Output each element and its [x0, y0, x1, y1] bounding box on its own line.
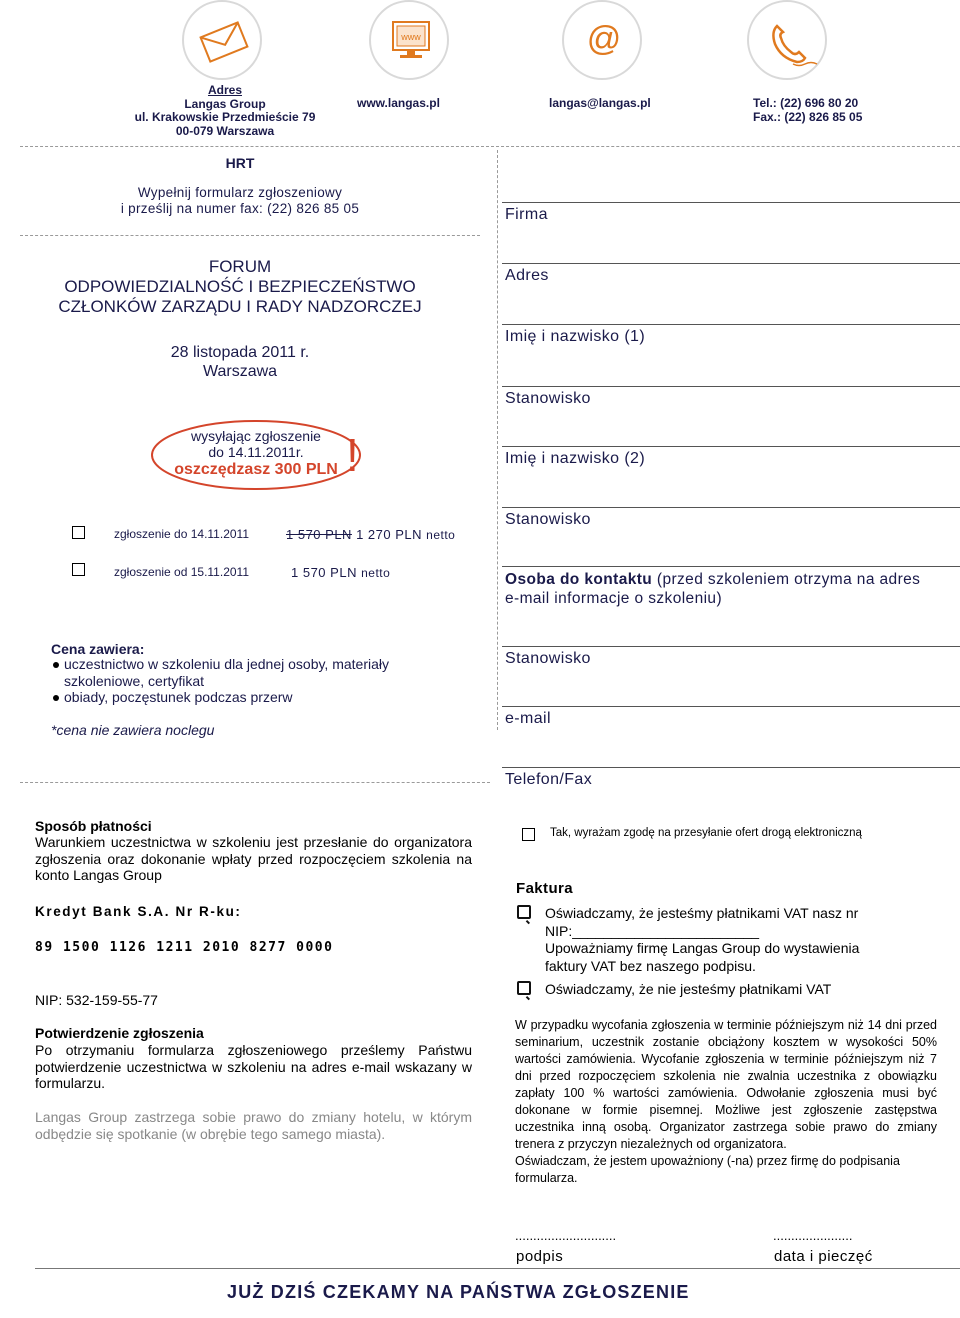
field-telefon-fax[interactable]: Telefon/Fax — [505, 771, 593, 788]
contact-bold: Osoba do kontaktu — [505, 571, 653, 588]
form-line — [502, 446, 960, 447]
field-stanowisko-1[interactable]: Stanowisko — [505, 390, 591, 407]
form-line — [502, 767, 960, 768]
consent-checkbox[interactable] — [522, 828, 535, 841]
fax-instruction — [0, 185, 480, 217]
footer-line — [35, 1268, 960, 1269]
hotel-disclaimer: Langas Group zastrzega sobie prawo do zmiany hotelu, w którym odbędzie się spotkanie (w obrębie tego samego miasta). — [35, 1109, 472, 1142]
pricing-early-checkbox[interactable] — [72, 526, 85, 539]
signature-dots: ............................ — [515, 1228, 617, 1243]
instruction-line-2: i prześlij na numer fax: (22) 826 85 05 — [120, 201, 360, 216]
email-link[interactable]: langas@langas.pl — [549, 96, 651, 110]
bank-name: Kredyt Bank S.A. Nr R-ku: — [35, 904, 242, 919]
phone-number: Tel.: (22) 696 80 20 — [753, 96, 859, 110]
org-name: HRT — [225, 155, 255, 171]
includes-item-1-line-a: uczestnictwo w szkoleniu dla jednej osoby, materiały — [64, 656, 390, 672]
date-stamp-label: data i pieczęć — [774, 1248, 873, 1265]
promo-exclamation: ! — [346, 429, 359, 481]
form-line — [502, 646, 960, 647]
vat-payer-line-4: faktury VAT bez naszego podpisu. — [545, 957, 756, 974]
event-title — [0, 257, 480, 317]
www-icon-text: www — [401, 32, 421, 42]
pricing-late-price — [291, 565, 390, 580]
form-line — [502, 507, 960, 508]
promo-line-2: do 14.11.2011r. — [208, 444, 304, 460]
left-divider — [20, 235, 480, 236]
non-vat-payer-text: Oświadczamy, że nie jesteśmy płatnikami VAT — [545, 981, 832, 997]
address-link[interactable]: Adres — [207, 83, 242, 97]
late-suffix: netto — [361, 566, 391, 580]
payment-heading: Sposób płatności — [35, 818, 152, 834]
signature-label: podpis — [516, 1248, 564, 1265]
payment-text: Warunkiem uczestnictwa w szkoleniu jest przesłanie do organizatora zgłoszenia oraz dokonanie wpłaty przed rozpoczęciem szkolenia na konto Langas Group — [35, 834, 472, 883]
new-price: 1 270 — [356, 527, 392, 542]
field-stanowisko-2[interactable]: Stanowisko — [505, 511, 591, 528]
fax-number: Fax.: (22) 826 85 05 — [753, 109, 863, 124]
middle-divider — [20, 782, 490, 783]
event-city: Warszawa — [202, 363, 278, 380]
www-link[interactable]: www.langas.pl — [357, 96, 440, 110]
title-line-3: CZŁONKÓW ZARZĄDU I RADY NADZORCZEJ — [58, 297, 422, 316]
company-name: Langas Group — [184, 96, 266, 111]
field-contact-person[interactable] — [505, 570, 920, 608]
form-line — [502, 263, 960, 264]
promo-line-1: wysyłając zgłoszenie — [191, 428, 321, 444]
bullet — [53, 695, 59, 701]
phone-icon — [747, 0, 827, 80]
contact-line-2: e-mail informacje o szkoleniu) — [505, 590, 723, 607]
price-note: *cena nie zawiera noclegu — [51, 722, 215, 738]
column-divider — [497, 150, 498, 730]
authorization-statement: Oświadczam, że jestem upoważniony (-na) przez firmę do podpisania formularza. — [515, 1154, 900, 1185]
late-currency: PLN — [330, 565, 357, 580]
includes-item-1 — [64, 656, 389, 689]
pricing-early-price — [286, 527, 455, 542]
includes-item-2: obiady, poczęstunek podczas przerw — [64, 689, 293, 705]
header-address — [80, 84, 370, 138]
nip-number: NIP: 532-159-55-77 — [35, 992, 158, 1008]
footer-slogan: JUŻ DZIŚ CZEKAMY NA PAŃSTWA ZGŁOSZENIE — [227, 1282, 690, 1302]
promo-text — [148, 428, 364, 479]
instruction-line-1: Wypełnij formularz zgłoszeniowy — [137, 185, 343, 200]
svg-text:@: @ — [586, 20, 622, 58]
consent-label: Tak, wyrażam zgodę na przesyłanie ofert drogą elektroniczną — [550, 827, 862, 839]
pricing-late-label: zgłoszenie od 15.11.2011 — [114, 565, 249, 579]
form-line — [502, 386, 960, 387]
includes-heading: Cena zawiera: — [51, 641, 145, 657]
invoice-heading: Faktura — [516, 880, 573, 897]
price-suffix: netto — [426, 528, 456, 542]
cancellation-terms: W przypadku wycofania zgłoszenia w terminie późniejszym niż 14 dni przed seminarium, uczestnik zostanie obciążony kosztem w wysokości 50% wartości zamówienia. Wycofanie zgłoszenia w terminie późniejszym niż 7 dni przed rozpoczęciem szkolenia nie zwalnia uczestnika z obowiązku zapłaty 100 % wartości zamówienia. Odwołanie zgłoszenia musi być dokonane w formie pisemnej. Możliwe jest zgłoszenie zastępstwa uczestnika inną osobą. Organizator zastrzega sobie prawo do zmiany trenera z przyczyn niezależnych od organizatora. — [515, 1018, 937, 1151]
form-line — [502, 202, 960, 203]
includes-item-1-line-b: szkoleniowe, certyfikat — [64, 672, 205, 689]
contact-rest: (przed szkoleniem otrzyma na adres — [656, 571, 921, 588]
vat-payer-line-3: Upoważniamy firmę Langas Group do wystawienia — [545, 940, 860, 956]
header-divider — [20, 146, 960, 147]
at-sign-icon — [562, 0, 642, 80]
form-line — [502, 706, 960, 707]
non-vat-payer-checkbox[interactable] — [517, 981, 531, 995]
late-price: 1 570 — [291, 565, 327, 580]
confirmation-heading: Potwierdzenie zgłoszenia — [35, 1025, 204, 1041]
event-date: 28 listopada 2011 r. — [170, 344, 310, 361]
vat-nip-field[interactable]: NIP:________________________ — [545, 922, 760, 939]
bank-account: 89 1500 1126 1211 2010 8277 0000 — [35, 940, 334, 955]
field-adres[interactable]: Adres — [505, 267, 549, 284]
street: ul. Krakowskie Przedmieście 79 — [134, 110, 316, 124]
title-line-1: FORUM — [208, 257, 272, 276]
price-currency: PLN — [395, 527, 423, 542]
envelope-icon — [182, 0, 262, 80]
title-line-2: ODPOWIEDZIALNOŚĆ I BEZPIECZEŃSTWO — [64, 277, 416, 296]
field-email[interactable]: e-mail — [505, 710, 551, 727]
field-imie-2[interactable]: Imię i nazwisko (2) — [505, 450, 646, 467]
vat-payer-line-1: Oświadczamy, że jesteśmy płatnikami VAT nasz nr — [545, 905, 859, 921]
cancellation-policy — [515, 1017, 937, 1187]
promo-savings: oszczędzasz 300 PLN — [174, 461, 338, 478]
postal-code: 00-079 Warszawa — [175, 123, 275, 138]
stamp-dots: ...................... — [773, 1228, 853, 1243]
old-price: 1 570 PLN — [286, 527, 352, 542]
field-stanowisko-3[interactable]: Stanowisko — [505, 650, 591, 667]
field-firma[interactable]: Firma — [505, 206, 548, 223]
www-monitor-icon — [369, 0, 449, 80]
form-line — [502, 324, 960, 325]
bullet — [53, 662, 59, 668]
vat-payer-checkbox[interactable] — [517, 905, 531, 919]
form-line — [502, 566, 960, 567]
field-imie-1[interactable]: Imię i nazwisko (1) — [505, 328, 646, 345]
pricing-early-label: zgłoszenie do 14.11.2011 — [114, 527, 249, 541]
phone-fax — [753, 97, 862, 124]
confirmation-text: Po otrzymaniu formularza zgłoszeniowego prześlemy Państwu potwierdzenie uczestnictwa w szkoleniu na adres e-mail wskazany w formularzu. — [35, 1042, 472, 1091]
vat-payer-text — [545, 905, 859, 975]
pricing-late-checkbox[interactable] — [72, 563, 85, 576]
